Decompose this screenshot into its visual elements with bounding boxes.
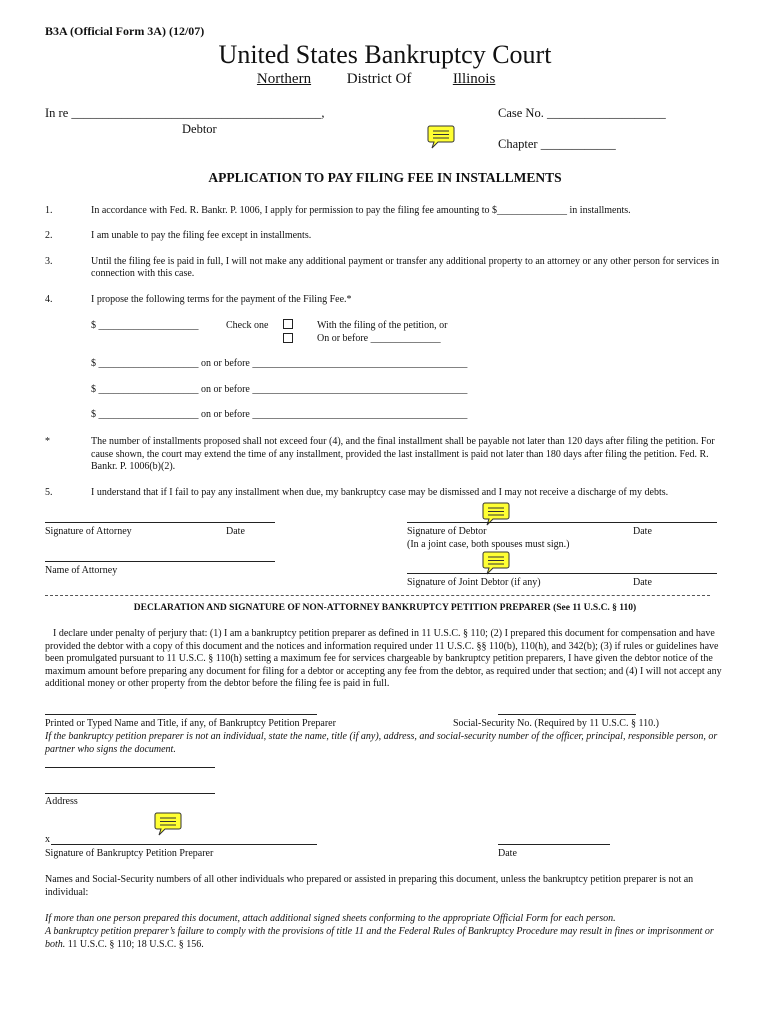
attorney-signature-line[interactable]: [45, 522, 275, 523]
section-divider: [45, 595, 710, 596]
sticky-note-comment-icon[interactable]: [154, 811, 182, 837]
option-on-or-before-field[interactable]: On or before ______________: [317, 333, 441, 344]
footnote-mark: *: [45, 436, 50, 447]
in-re-field[interactable]: In re ________________________________________,: [45, 106, 325, 120]
joint-case-note: (In a joint case, both spouses must sign.): [407, 539, 570, 550]
installment-footnote: The number of installments proposed shall not exceed four (4), and the final installment shall be payable not later than 120 days after filing the petition. For cause shown, the court may extend the time of any installment, provided the last installment is paid not later than 180 days after filing the petition. Fed. R. Bankr. P. 1006(b)(2).: [91, 436, 715, 472]
item-3-number: 3.: [45, 256, 53, 267]
item-2-number: 2.: [45, 230, 53, 241]
preparer-date-line[interactable]: [498, 844, 610, 845]
check-one-label: Check one: [226, 320, 269, 331]
court-title: United States Bankruptcy Court: [218, 40, 552, 69]
signature-x-mark: x: [45, 834, 50, 845]
filing-petition-checkbox[interactable]: [283, 319, 293, 329]
address-line[interactable]: [45, 793, 215, 794]
form-id: B3A (Official Form 3A) (12/07): [45, 24, 205, 38]
item-5-text: I understand that if I fail to pay any installment when due, my bankruptcy case may be dismissed and I may not receive a discharge of my debts.: [91, 487, 669, 498]
on-or-before-checkbox[interactable]: [283, 333, 293, 343]
preparer-signature-label: Signature of Bankruptcy Petition Preparer: [45, 848, 214, 859]
item-1-number: 1.: [45, 205, 53, 216]
preparer-name-line[interactable]: [45, 714, 317, 715]
sticky-note-comment-icon[interactable]: [427, 124, 455, 150]
debtor-signature-line[interactable]: [407, 522, 717, 523]
item-1-text: In accordance with Fed. R. Bankr. P. 1006, I apply for permission to pay the filing fee amounting to $______________ in installments.: [91, 205, 631, 216]
joint-debtor-date-label: Date: [633, 577, 652, 588]
debtor-label: Debtor: [182, 122, 217, 136]
preparer-entity-instructions: If the bankruptcy petition preparer is not an individual, state the name, title (if any), address, and social-security number of the officer, principal, responsible person, or partner who signs the document.: [45, 731, 718, 755]
preparer-declaration: I declare under penalty of perjury that: (1) I am a bankruptcy petition preparer as defined in 11 U.S.C. § 110; (2) I prepared this document for compensation and have provided the debtor with a copy of this document and the notices and information required under 11 U.S.C. §§ 110(b), 110(h), and 342(b); (3) if rules or guidelines have been promulgated pursuant to 11 U.S.C. § 110(h) setting a maximum fee for services chargeable by bankruptcy petition preparers, I have given the debtor notice of the maximum amount before preparing any document for filing for a debtor or accepting any fee from the debtor, as required under that section; and (4) I will not accept any additional money or other property from the debtor before the filing fee is paid in full.: [45, 628, 722, 689]
item-4-text: I propose the following terms for the payment of the Filing Fee.*: [91, 294, 352, 305]
preparer-date-label: Date: [498, 848, 517, 859]
penalty-citation: 11 U.S.C. § 110; 18 U.S.C. § 156.: [67, 939, 204, 950]
attorney-date-label: Date: [226, 526, 245, 537]
attorney-name-line[interactable]: [45, 561, 275, 562]
item-5-number: 5.: [45, 487, 53, 498]
officer-info-line[interactable]: [45, 767, 215, 768]
preparer-signature-line[interactable]: [51, 844, 317, 845]
joint-debtor-signature-line[interactable]: [407, 573, 717, 574]
district-name-field[interactable]: Northern: [256, 71, 312, 87]
item-4-number: 4.: [45, 294, 53, 305]
district-line: [225, 71, 533, 88]
attorney-signature-label: Signature of Attorney: [45, 526, 132, 537]
application-heading: APPLICATION TO PAY FILING FEE IN INSTALLMENTS: [208, 170, 562, 185]
item-3-text: Until the filing fee is paid in full, I will not make any additional payment or transfer any additional property to an attorney or any other person for services in connection with this case.: [91, 256, 720, 279]
joint-debtor-label: Signature of Joint Debtor (if any): [407, 577, 541, 588]
more-than-one-note: If more than one person prepared this document, attach additional signed sheets conforming to the appropriate Official Form for each person.: [45, 913, 616, 924]
preparer-ssn-line[interactable]: [498, 714, 636, 715]
preparer-heading: DECLARATION AND SIGNATURE OF NON-ATTORNEY BANKRUPTCY PETITION PREPARER (See 11 U.S.C. § 110): [133, 603, 637, 613]
chapter-field[interactable]: Chapter ____________: [498, 137, 616, 151]
preparer-ssn-label: Social-Security No. (Required by 11 U.S.C. § 110.): [453, 718, 659, 729]
option-with-filing: With the filing of the petition, or: [317, 320, 448, 331]
district-of-label: District Of: [346, 71, 412, 87]
installment-row[interactable]: $ ____________________ on or before ___________________________________________: [91, 358, 468, 369]
debtor-signature-label: Signature of Debtor: [407, 526, 487, 537]
installment-row[interactable]: $ ____________________ on or before ___________________________________________: [91, 409, 468, 420]
preparer-name-label: Printed or Typed Name and Title, if any, of Bankruptcy Petition Preparer: [45, 718, 336, 729]
other-preparers-text: Names and Social-Security numbers of all other individuals who prepared or assisted in preparing this document, unless the bankruptcy petition preparer is not an individual:: [45, 874, 694, 898]
payment-amount-field[interactable]: $ ____________________: [91, 320, 199, 331]
penalty-notice: [45, 925, 735, 951]
state-field[interactable]: Illinois: [452, 71, 496, 87]
attorney-name-label: Name of Attorney: [45, 565, 118, 576]
installment-row[interactable]: $ ____________________ on or before ___________________________________________: [91, 384, 468, 395]
sticky-note-comment-icon[interactable]: [482, 501, 510, 527]
debtor-date-label: Date: [633, 526, 652, 537]
address-label: Address: [45, 796, 78, 807]
item-2-text: I am unable to pay the filing fee except in installments.: [91, 230, 312, 241]
penalty-notice-text: A bankruptcy petition preparer’s failure to comply with the provisions of title 11 and the Federal Rules of Bankruptcy Procedure may result in fines or imprisonment or both.: [45, 926, 714, 950]
case-no-field[interactable]: Case No. ___________________: [498, 106, 666, 120]
